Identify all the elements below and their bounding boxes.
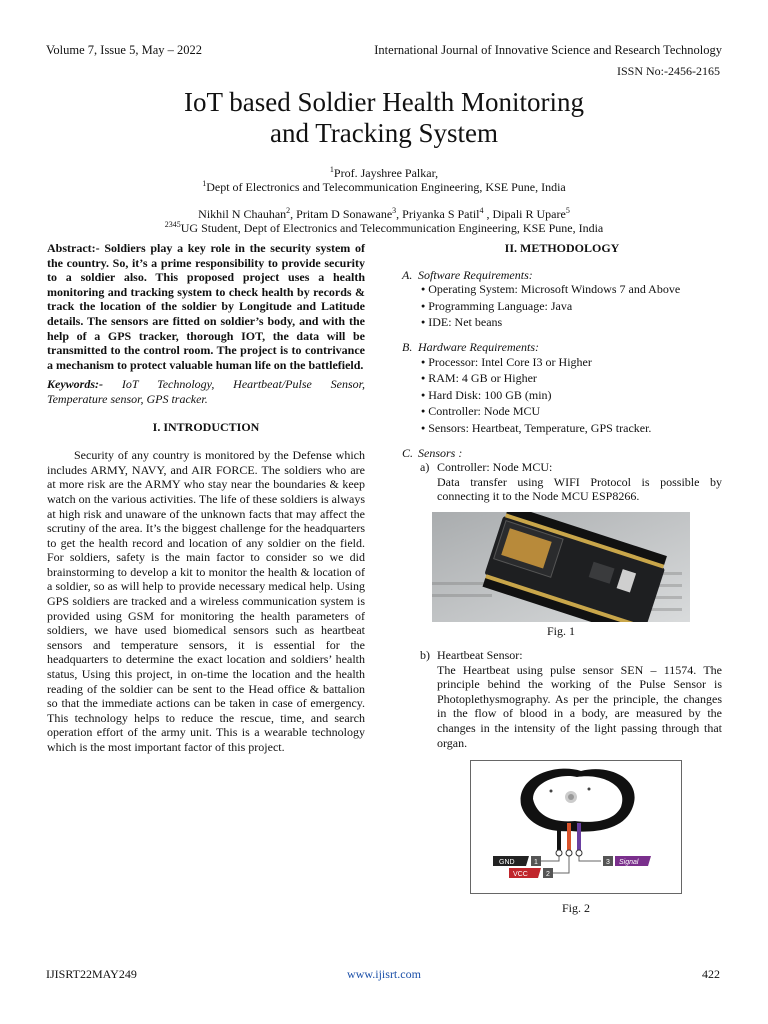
paper-id: IJISRT22MAY249 bbox=[46, 967, 137, 981]
methodology-heading: II. METHODOLOGY bbox=[504, 241, 620, 255]
signal-label: Signal bbox=[619, 859, 639, 866]
hardware-section bbox=[402, 340, 722, 438]
right-column bbox=[402, 241, 722, 504]
hardware-list-item: ● Sensors: Heartbeat, Temperature, GPS tracker. bbox=[421, 421, 722, 438]
software-list-item: ● Operating System: Microsoft Windows 7 and Above bbox=[421, 282, 722, 299]
figure-2-caption: Fig. 2 bbox=[561, 901, 590, 915]
journal-website-link[interactable]: www.ijisrt.com bbox=[347, 967, 421, 981]
affiliation-1: $^1$Dept of Electronics and Telecommunication Engineering, KSE Pune, India bbox=[202, 179, 566, 194]
hardware-list-item: ● Processor: Intel Core I3 or Higher bbox=[421, 355, 722, 372]
journal-name: International Journal of Innovative Science and Research Technology bbox=[374, 43, 722, 57]
vcc-label: VCC bbox=[513, 871, 528, 878]
issn: ISSN No:-2456-2165 bbox=[616, 64, 720, 78]
title-line-1: IoT based Soldier Health Monitoring bbox=[184, 87, 584, 117]
software-section bbox=[402, 268, 722, 332]
hardware-list bbox=[421, 355, 722, 438]
hardware-heading: B. Hardware Requirements: bbox=[402, 339, 539, 354]
author-list: Nikhil N Chauhan$^2$, Pritam D Sonawane$^3$, Priyanka S Patil$^4$ , Dipali R Upare$^5$ bbox=[198, 206, 570, 221]
volume-info: Volume 7, Issue 5, May – 2022 bbox=[46, 43, 203, 57]
introduction-heading: I. INTRODUCTION bbox=[152, 419, 260, 434]
controller-title: Controller: Node MCU: bbox=[437, 460, 553, 475]
gnd-label: GND bbox=[499, 859, 515, 866]
sensors-section bbox=[402, 446, 722, 504]
author-block bbox=[0, 166, 768, 235]
software-list-item: ● IDE: Net beans bbox=[421, 315, 722, 332]
paper-title bbox=[0, 87, 768, 149]
software-list-item: ● Programming Language: Java bbox=[421, 299, 722, 316]
page-number: 422 bbox=[702, 967, 720, 981]
hardware-list-item: ● Controller: Node MCU bbox=[421, 404, 722, 421]
svg-text:3: 3 bbox=[606, 859, 610, 866]
software-heading: A. Software Requirements: bbox=[402, 267, 533, 282]
left-column bbox=[47, 241, 365, 755]
sensors-heading: C. Sensors : bbox=[402, 445, 463, 460]
figure-2-pulse-sensor-image bbox=[470, 760, 682, 894]
keywords: Keywords:- IoT Technology, Heartbeat/Pulse Sensor, Temperature sensor, GPS tracker. bbox=[47, 377, 365, 406]
figure-1-nodemcu-image bbox=[432, 512, 690, 622]
author-1: $^1$Prof. Jayshree Palkar, bbox=[329, 165, 439, 180]
svg-text:1: 1 bbox=[534, 859, 538, 866]
introduction-text: Security of any country is monitored by the Defense which includes ARMY, NAVY, and AIR FORCE. The soldiers who are at more risk are the ARMY who stay near the boundaries & keep watch on the various activities. The life of these soldiers is always at high risk and unaware of the unknown facts that may affect the scrutiny of the area. It’s the biggest challenge for the headquarters to get the health record and location of any soldier on the field. For soldiers, safety is the main factor to consider so we did brainstorming to develop a kit to monitor the health & location of a soldier, so as will help to provide necessary medical help. Using GPS soldiers are tracked and a wireless communication system is provided using GSM for monitoring the health parameters of soldiers, we have used biomedical sensors such as heartbeat sensors and temperature sensors, it is essential for the headquarters to determine the exact location and soldiers’ health status, Using this project, in on-time the location and the health reading of the soldier can be sent to the Head office & battalion so that the immediate actions can be taken in case of emergency. This technology helps to reduce the rescue, time, and search operation effort of the army unit. This is a wearable technology which is the most important factor of this project. bbox=[47, 448, 365, 754]
figure-1-caption: Fig. 1 bbox=[546, 624, 575, 638]
hardware-list-item: ● RAM: 4 GB or Higher bbox=[421, 371, 722, 388]
title-line-2: and Tracking System bbox=[269, 118, 498, 148]
sensor-item-controller: a) Controller: Node MCU: Data transfer using WIFI Protocol is possible by connecting it to the Node MCU ESP8266. bbox=[420, 460, 722, 504]
abstract: Abstract:- Soldiers play a key role in the security system of the country. So, it’s a prime responsibility to provide security to a soldier also. This proposed project uses a health monitoring and tracking system to check health by records & track the location of the soldier by Longitude and Latitude details. The sensors are fitted on soldier’s body, and with the help of a GPS tracker, thorough IOT, the data will be transmitted to the control room. The project is to contrivance a mechanism to protect valuable human life on the battlefield. bbox=[47, 241, 365, 372]
hardware-list-item: ● Hard Disk: 100 GB (min) bbox=[421, 388, 722, 405]
affiliation-2: $^{2345}$UG Student, Dept of Electronics and Telecommunication Engineering, KSE Pune, India bbox=[164, 220, 604, 235]
heartbeat-text: The Heartbeat using pulse sensor SEN – 11574. The principle behind the working of the Pulse Sensor is Photoplethysmography. As per the principle, the changes in the flow of blood in a body, are measured by the changes in the intensity of the light passing through that organ. bbox=[437, 662, 722, 750]
svg-text:2: 2 bbox=[546, 871, 550, 878]
sensor-item-heartbeat: b) Heartbeat Sensor: The Heartbeat using pulse sensor SEN – 11574. The principle behind the working of the Pulse Sensor is Photoplethysmography. As per the principle, the changes in the flow of blood in a body, are measured by the changes in the intensity of the light passing through that organ. bbox=[420, 648, 722, 750]
controller-text: Data transfer using WIFI Protocol is possible by connecting it to the Node MCU ESP8266. bbox=[437, 474, 722, 504]
software-list bbox=[421, 282, 722, 332]
heartbeat-title: Heartbeat Sensor: bbox=[437, 648, 523, 662]
